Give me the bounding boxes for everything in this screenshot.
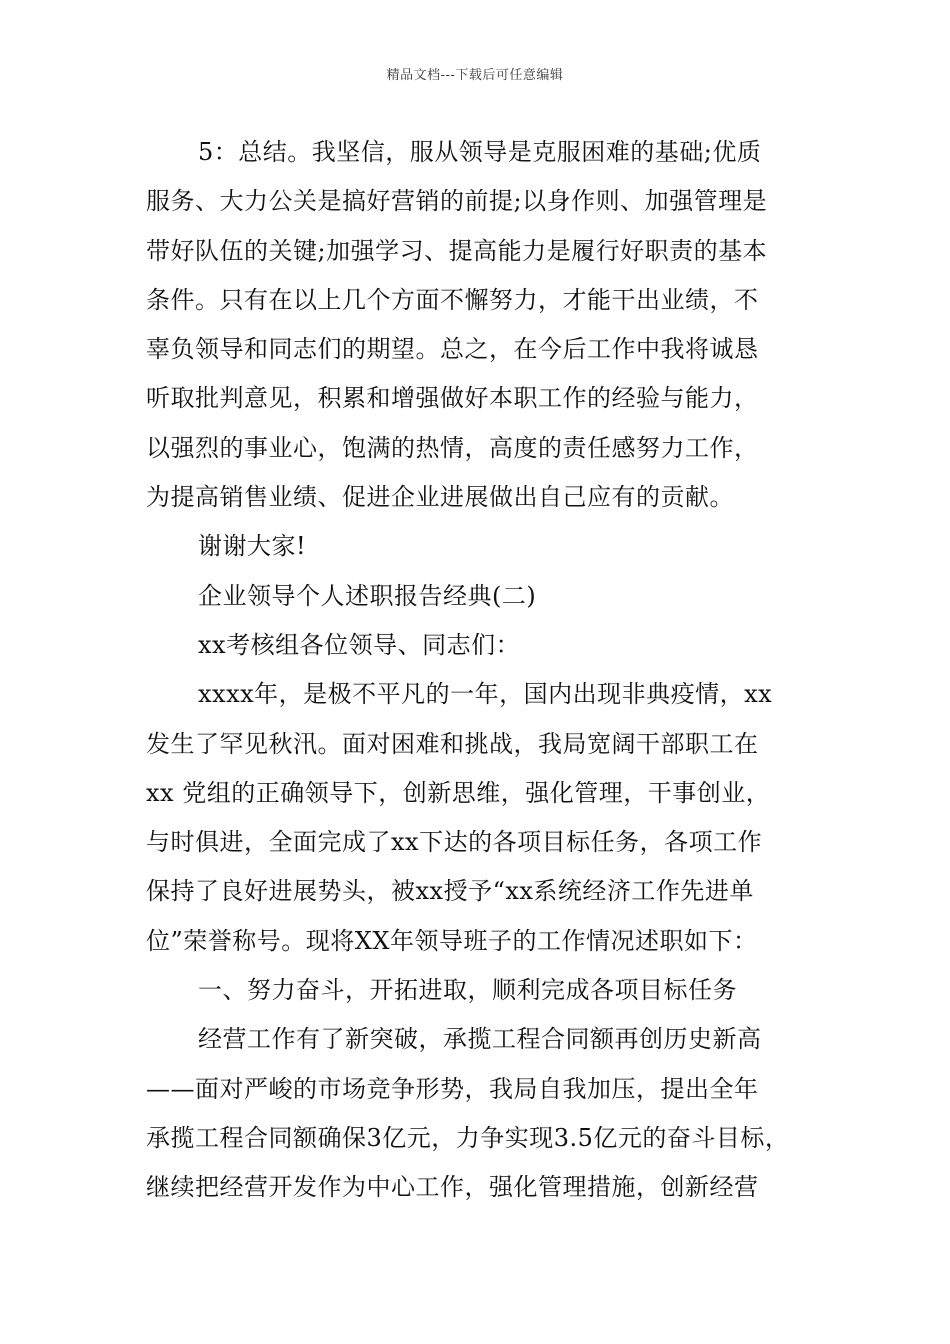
paragraph-line: 经营工作有了新突破，承揽工程合同额再创历史新高 (198, 1025, 762, 1054)
paragraph-line: 服务、大力公关是搞好营销的前提;以身作则、加强管理是 (146, 187, 768, 216)
paragraph-line: 听取批判意见，积累和增强做好本职工作的经验与能力， (146, 384, 759, 413)
paragraph-line: 带好队伍的关键;加强学习、提高能力是履行好职责的基本 (146, 236, 768, 265)
paragraph-line: 继续把经营开发作为中心工作，强化管理措施，创新经营 (146, 1173, 759, 1202)
paragraph-line: 条件。只有在以上几个方面不懈努力，才能干出业绩，不 (146, 285, 759, 314)
thanks-line: 谢谢大家! (198, 532, 307, 561)
paragraph-line: 以强烈的事业心，饱满的热情，高度的责任感努力工作， (146, 433, 759, 462)
page-header: 精品文档---下载后可任意编辑 (386, 68, 564, 83)
paragraph-line: 辜负领导和同志们的期望。总之，在今后工作中我将诚恳 (146, 335, 759, 364)
paragraph-line: 与时俱进，全面完成了xx下达的各项目标任务，各项工作 (146, 828, 763, 857)
paragraph-line: 为提高销售业绩、促进企业进展做出自己应有的贡献。 (146, 483, 734, 512)
paragraph-line: ——面对严峻的市场竞争形势，我局自我加压，提出全年 (146, 1074, 759, 1103)
salutation-line: xx考核组各位领导、同志们： (198, 630, 521, 659)
subheading-line: 一、努力奋斗，开拓进取，顺利完成各项目标任务 (198, 976, 737, 1005)
paragraph-line: 5：总结。我坚信，服从领导是克服困难的基础;优质 (198, 138, 762, 166)
paragraph-line: 承揽工程合同额确保3亿元，力争实现3.5亿元的奋斗目标， (146, 1123, 790, 1152)
paragraph-line: xxxx年，是极不平凡的一年，国内出现非典疫情，xx (198, 680, 773, 709)
paragraph-line: 保持了良好进展势头，被xx授予“xx系统经济工作先进单 (146, 877, 754, 906)
paragraph-line: 发生了罕见秋汛。面对困难和挑战，我局宽阔干部职工在 (146, 729, 759, 758)
paragraph-line: 位”荣誉称号。现将XX年领导班子的工作情况述职如下： (146, 926, 758, 955)
section-title: 企业领导个人述职报告经典(二) (198, 581, 537, 610)
document-body (146, 128, 826, 1213)
paragraph-line: xx 党组的正确领导下，创新思维，强化管理，干事创业， (146, 778, 771, 807)
